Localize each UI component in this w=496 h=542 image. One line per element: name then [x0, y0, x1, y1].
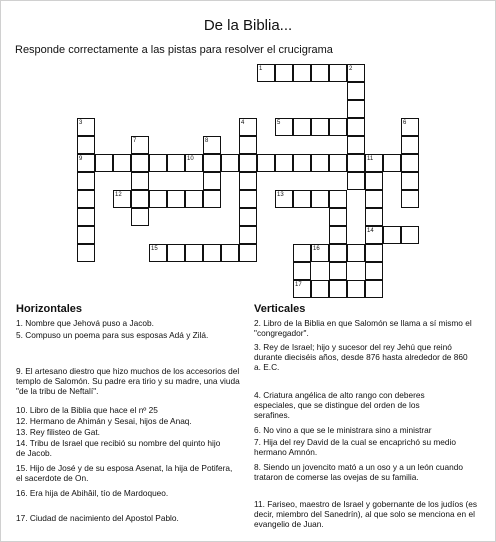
clue-h-13: 13. Rey filisteo de Gat.: [16, 427, 100, 437]
grid-cell[interactable]: [131, 208, 149, 226]
horizontales-heading: Horizontales: [16, 303, 83, 315]
clue-number: 8: [205, 138, 209, 144]
clue-v-4: 4. Criatura angélica de alto rango con deberes especiales, que se distingue del orden de los serafines.: [254, 390, 425, 420]
grid-cell[interactable]: [383, 154, 401, 172]
grid-cell[interactable]: [131, 136, 149, 154]
clue-number: 13: [277, 192, 284, 198]
clue-h-17: 17. Ciudad de nacimiento del Apostol Pablo.: [16, 513, 179, 523]
grid-cell[interactable]: [203, 154, 221, 172]
grid-cell[interactable]: [311, 118, 329, 136]
clue-h-5: 5. Compuso un poema para sus esposas Adá y Zilá.: [16, 330, 209, 340]
grid-cell[interactable]: [401, 154, 419, 172]
grid-cell[interactable]: [239, 190, 257, 208]
grid-cell[interactable]: [239, 118, 257, 136]
grid-cell[interactable]: [185, 244, 203, 262]
grid-cell[interactable]: [311, 280, 329, 298]
grid-cell[interactable]: [239, 136, 257, 154]
grid-cell[interactable]: [347, 172, 365, 190]
grid-cell[interactable]: [329, 280, 347, 298]
clue-h-9: 9. El artesano diestro que hizo muchos de los accesorios del templo de Salomón. Su padre era tirio y su madre, una viuda "de la tribu de Neftalí".: [16, 366, 240, 396]
grid-cell[interactable]: [365, 190, 383, 208]
grid-cell[interactable]: [365, 244, 383, 262]
grid-cell[interactable]: [401, 118, 419, 136]
grid-cell[interactable]: [311, 154, 329, 172]
grid-cell[interactable]: [167, 244, 185, 262]
grid-cell[interactable]: [275, 64, 293, 82]
clue-number: 16: [313, 246, 320, 252]
grid-cell[interactable]: [329, 190, 347, 208]
clue-h-16: 16. Era hija de Abihâil, tío de Mardoqueo.: [16, 488, 169, 498]
clue-number: 11: [367, 156, 374, 162]
grid-cell[interactable]: [365, 208, 383, 226]
grid-cell[interactable]: [275, 154, 293, 172]
grid-cell[interactable]: [203, 244, 221, 262]
grid-cell[interactable]: [113, 154, 131, 172]
grid-cell[interactable]: [239, 154, 257, 172]
grid-cell[interactable]: [347, 244, 365, 262]
grid-cell[interactable]: [293, 280, 311, 298]
grid-cell[interactable]: [239, 208, 257, 226]
grid-cell[interactable]: [77, 154, 95, 172]
grid-cell[interactable]: [239, 172, 257, 190]
grid-cell[interactable]: [293, 64, 311, 82]
clue-number: 6: [403, 120, 407, 126]
grid-cell[interactable]: [77, 226, 95, 244]
grid-cell[interactable]: [239, 226, 257, 244]
grid-cell[interactable]: [329, 244, 347, 262]
grid-cell[interactable]: [113, 190, 131, 208]
grid-cell[interactable]: [149, 154, 167, 172]
grid-cell[interactable]: [293, 154, 311, 172]
clue-number: 4: [241, 120, 245, 126]
grid-cell[interactable]: [329, 118, 347, 136]
grid-cell[interactable]: [311, 244, 329, 262]
grid-cell[interactable]: [329, 154, 347, 172]
grid-cell[interactable]: [401, 226, 419, 244]
grid-cell[interactable]: [77, 208, 95, 226]
grid-cell[interactable]: [257, 154, 275, 172]
grid-cell[interactable]: [167, 154, 185, 172]
clue-number: 15: [151, 246, 158, 252]
clue-v-2: 2. Libro de la Biblia en que Salomón se llama a sí mismo el "congregador".: [254, 318, 472, 338]
clue-v-8: 8. Siendo un jovencito mató a un oso y a un león cuando trataron de comerse las ovejas de su familia.: [254, 462, 463, 482]
clue-h-10: 10. Libro de la Biblia que hace el nº 25: [16, 405, 158, 415]
clue-number: 14: [367, 228, 374, 234]
grid-cell[interactable]: [293, 190, 311, 208]
grid-cell[interactable]: [167, 190, 185, 208]
grid-cell[interactable]: [203, 172, 221, 190]
grid-cell[interactable]: [221, 244, 239, 262]
grid-cell[interactable]: [203, 136, 221, 154]
grid-cell[interactable]: [293, 244, 311, 262]
grid-cell[interactable]: [365, 262, 383, 280]
grid-cell[interactable]: [185, 190, 203, 208]
grid-cell[interactable]: [77, 244, 95, 262]
grid-cell[interactable]: [401, 190, 419, 208]
clue-h-1: 1. Nombre que Jehová puso a Jacob.: [16, 318, 154, 328]
grid-cell[interactable]: [329, 64, 347, 82]
grid-cell[interactable]: [365, 172, 383, 190]
clue-number: 12: [115, 192, 122, 198]
grid-cell[interactable]: [149, 244, 167, 262]
grid-cell[interactable]: [293, 262, 311, 280]
grid-cell[interactable]: [365, 226, 383, 244]
grid-cell[interactable]: [347, 280, 365, 298]
grid-cell[interactable]: [275, 118, 293, 136]
clue-h-15: 15. Hijo de José y de su esposa Asenat, la hija de Potifera, el sacerdote de On.: [16, 463, 233, 483]
grid-cell[interactable]: [329, 262, 347, 280]
grid-cell[interactable]: [329, 226, 347, 244]
clue-number: 1: [259, 66, 263, 72]
clue-number: 17: [295, 282, 302, 288]
grid-cell[interactable]: [275, 190, 293, 208]
page-title: De la Biblia...: [203, 17, 293, 34]
clue-number: 9: [79, 156, 83, 162]
grid-cell[interactable]: [329, 208, 347, 226]
grid-cell[interactable]: [383, 226, 401, 244]
grid-cell[interactable]: [149, 190, 167, 208]
clue-v-3: 3. Rey de Israel; hijo y sucesor del rey Jehú que reinó durante dieciséis años, desde 876 hasta alrededor de 860 a. E.C.: [254, 342, 468, 372]
verticales-heading: Verticales: [254, 303, 306, 315]
clue-number: 2: [349, 66, 353, 72]
grid-cell[interactable]: [77, 190, 95, 208]
grid-cell[interactable]: [365, 280, 383, 298]
grid-cell[interactable]: [401, 172, 419, 190]
grid-cell[interactable]: [77, 118, 95, 136]
grid-cell[interactable]: [131, 190, 149, 208]
clue-number: 5: [277, 120, 281, 126]
grid-cell[interactable]: [185, 154, 203, 172]
grid-cell[interactable]: [131, 154, 149, 172]
grid-cell[interactable]: [311, 64, 329, 82]
clue-v-6: 6. No vino a que se le ministrara sino a ministrar: [254, 425, 432, 435]
grid-cell[interactable]: [239, 244, 257, 262]
clue-number: 7: [133, 138, 137, 144]
grid-cell[interactable]: [311, 190, 329, 208]
clue-number: 10: [187, 156, 194, 162]
grid-cell[interactable]: [203, 190, 221, 208]
instructions-text: Responde correctamente a las pistas para resolver el crucigrama: [15, 44, 333, 56]
grid-cell[interactable]: [257, 64, 275, 82]
clue-v-7: 7. Hija del rey David de la cual se encaprichó su medio hermano Amnón.: [254, 437, 456, 457]
clue-number: 3: [79, 120, 83, 126]
grid-cell[interactable]: [347, 118, 365, 136]
grid-cell[interactable]: [293, 118, 311, 136]
grid-cell[interactable]: [95, 154, 113, 172]
grid-cell[interactable]: [77, 172, 95, 190]
clue-h-12: 12. Hermano de Ahimán y Sesai, hijos de Anaq.: [16, 416, 192, 426]
grid-cell[interactable]: [347, 154, 365, 172]
grid-cell[interactable]: [347, 100, 365, 118]
grid-cell[interactable]: [347, 82, 365, 100]
clue-h-14: 14. Tribu de Israel que recibió su nombre del quinto hijo de Jacob.: [16, 438, 221, 458]
grid-cell[interactable]: [221, 154, 239, 172]
grid-cell[interactable]: [347, 64, 365, 82]
grid-cell[interactable]: [401, 136, 419, 154]
grid-cell[interactable]: [347, 136, 365, 154]
grid-cell[interactable]: [131, 172, 149, 190]
grid-cell[interactable]: [77, 136, 95, 154]
clue-v-11: 11. Fariseo, maestro de Israel y gobernante de los judíos (es decir, miembro del Sanedrín), al que solo se menciona en el evangelio de Juan.: [254, 499, 478, 529]
grid-cell[interactable]: [365, 154, 383, 172]
